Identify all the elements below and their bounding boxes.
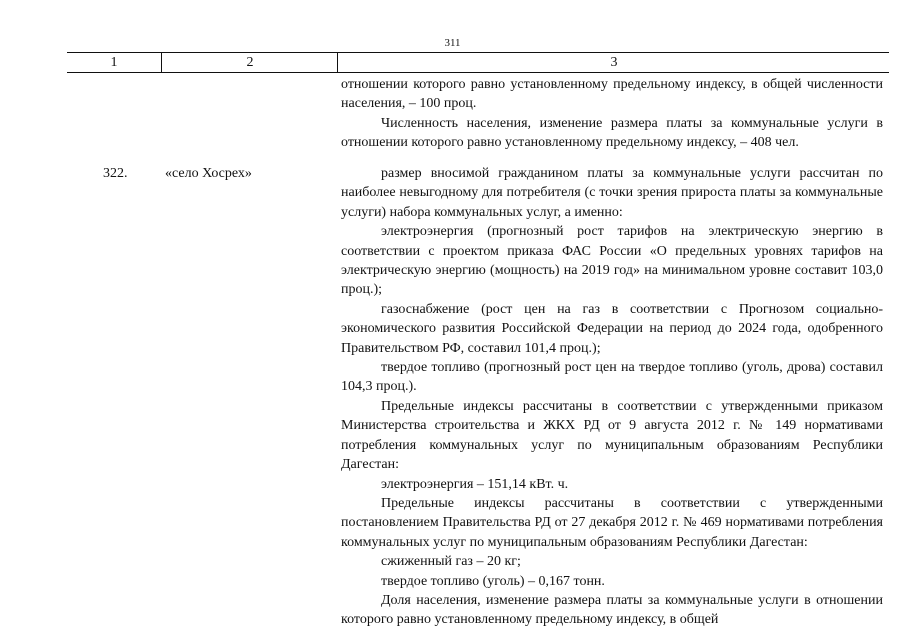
description-paragraph: твердое топливо (уголь) – 0,167 тонн. <box>381 573 605 589</box>
description-paragraph: Доля населения, изменение размера платы за коммунальные услуги в отношении которого равно установленному предельному индексу, в общей <box>341 592 883 628</box>
description-paragraph: газоснабжение (рост цен на газ в соответствии с Прогнозом социально-экономического развития Российской Федерации на период до 2024 года, одобренного Правительством РФ, составил 101,4 проц.); <box>341 301 883 356</box>
description-paragraph: Предельные индексы рассчитаны в соответствии с утвержденными постановлением Правительства РД от 27 декабря 2012 г. № 469 нормативами потребления коммунальных услуг по муниципальным образованиям Республики Дагестан: <box>341 495 883 550</box>
column-header-1: 1 <box>110 55 118 70</box>
description-paragraph: сжиженный газ – 20 кг; <box>381 554 521 570</box>
continuation-paragraph: Численность населения, изменение размера платы за коммунальные услуги в отношении которого равно установленному предельному индексу, – 408 чел. <box>341 115 883 151</box>
continuation-text <box>341 75 883 153</box>
row-number: 322. <box>103 166 128 181</box>
page-number: 311 <box>444 37 461 49</box>
description-paragraph: размер вносимой гражданином платы за коммунальные услуги рассчитан по наиболее невыгодному для потребителя (с точки зрения прироста платы за коммунальные услуги) набора коммунальных услуг, а именно: <box>341 166 883 220</box>
column-header-3: 3 <box>337 53 890 72</box>
column-header-2: 2 <box>161 53 338 72</box>
row-description <box>341 164 883 630</box>
continuation-paragraph: отношении которого равно установленному предельному индексу, в общей численности населения, – 100 проц. <box>341 77 883 112</box>
description-paragraph: электроэнергия (прогнозный рост тарифов на электрическую энергию в соответствии с проектом приказа ФАС России «О предельных уровнях тарифов на электрическую энергию (мощность) на 2019 год» на минимальном уровне составит 103,0 проц.); <box>341 224 883 298</box>
settlement-name: «село Хосрех» <box>165 166 252 181</box>
description-paragraph: твердое топливо (прогнозный рост цен на твердое топливо (уголь, дрова) составил 104,3 проц.). <box>341 360 883 395</box>
table-header <box>67 52 889 73</box>
description-paragraph: электроэнергия – 151,14 кВт. ч. <box>381 476 569 492</box>
description-paragraph: Предельные индексы рассчитаны в соответствии с утвержденными приказом Министерства строительства и ЖКХ РД от 9 августа 2012 г. № 149 нормативами потребления коммунальных услуг по муниципальным образованиям Республики Дагестан: <box>341 398 883 473</box>
